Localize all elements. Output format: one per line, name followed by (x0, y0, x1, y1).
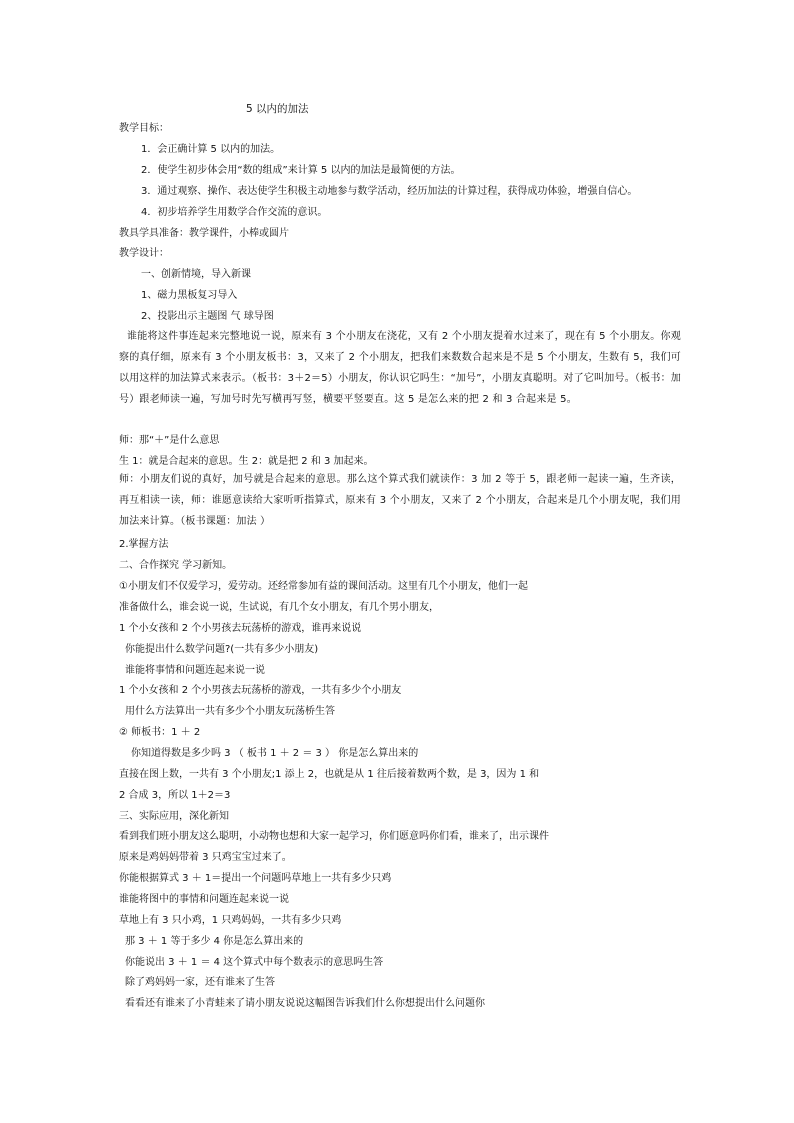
materials-prep: 教具学具准备：教学课件，小棒或圆片 (119, 228, 289, 239)
subsection-heading: 2.掌握方法 (119, 539, 169, 550)
text-line: 谁能将图中的事情和问题连起来说一说 (119, 894, 289, 905)
text-line: 2 合成 3，所以 1＋2＝3 (119, 790, 231, 801)
goal-item: 4．初步培养学生用数学合作交流的意识。 (141, 207, 328, 218)
text-line: 那 3 ＋ 1 等于多少 4 你是怎么算出来的 (125, 936, 304, 947)
goal-item: 2．使学生初步体会用“数的组成”来计算 5 以内的加法是最简便的方法。 (141, 165, 461, 176)
subsection-heading: 1、磁力黑板复习导入 (141, 290, 238, 301)
text-line: 准备做什么，谁会说一说，生试说，有几个女小朋友，有几个男小朋友， (119, 602, 439, 613)
text-line: 草地上有 3 只小鸡，1 只鸡妈妈，一共有多少只鸡 (119, 915, 342, 926)
text-line: 谁能将事情和问题连起来说一说 (125, 665, 265, 676)
text-line: 1 个小女孩和 2 个小男孩去玩荡桥的游戏，谁再来说说 (119, 623, 362, 634)
page-title: 5 以内的加法 (246, 103, 309, 115)
goal-item: 1．会正确计算 5 以内的加法。 (141, 144, 281, 155)
text-line: 用什么方法算出一共有多少个小朋友玩荡桥生答 (125, 706, 335, 717)
text-line: 你能提出什么数学问题?(一共有多少小朋友) (125, 644, 319, 655)
text-line: 原来是鸡妈妈带着 3 只鸡宝宝过来了。 (119, 852, 292, 863)
text-line: 1 个小女孩和 2 个小男孩去玩荡桥的游戏，一共有多少个小朋友 (119, 685, 402, 696)
section-heading: 一、创新情境，导入新课 (141, 269, 251, 280)
dialog-line: 生 1：就是合起来的意思。生 2：就是把 2 和 3 加起来。 (119, 456, 374, 467)
text-line: 你知道得数是多少吗 3 （ 板书 1 ＋ 2 ＝ 3 ） 你是怎么算出来的 (131, 748, 419, 759)
paragraph-intro: 谁能将这件事连起来完整地说一说，原来有 3 个小朋友在浇花，又有 2 个小朋友提着水过来了，现在有 5 个小朋友。你观察的真仔细，原来有 3 个小朋友板书：3，又来了 2 个小朋友，把我们来数数合起来是不是 5 个小朋友，生数有 5，我们可以用这样的加法算式来表示。（板书：3＋2＝5）小朋友，你认识它吗生：“加号”，小朋友真聪明。对了它叫加号。（板书：加号）跟老师读一遍，写加号时先写横再写竖，横要平竖要直。这 5 是怎么来的把 2 和 3 合起来是 5。 (119, 331, 681, 405)
text-line: 看看还有谁来了小青蛙来了请小朋友说说这幅图告诉我们什么你想提出什么问题你 (125, 998, 485, 1009)
subsection-heading: 2、投影出示主题图 气 球导图 (141, 311, 274, 322)
dialog-line: 师：那“＋”是什么意思 (119, 435, 220, 446)
text-line: 你能根据算式 3 ＋ 1＝提出一个问题吗草地上一共有多少只鸡 (119, 873, 392, 884)
text-line: 除了鸡妈妈一家，还有谁来了生答 (125, 977, 275, 988)
text-line: 直接在图上数，一共有 3 个小朋友;1 添上 2，也就是从 1 往后接着数两个数，是 3，因为 1 和 (119, 769, 540, 780)
text-line: ①小朋友们不仅爱学习，爱劳动。还经常参加有益的课间活动。这里有几个小朋友，他们一起 (119, 581, 528, 592)
paragraph-reading: 师：小朋友们说的真好，加号就是合起来的意思。那么这个算式我们就读作：3 加 2 等于 5，跟老师一起读一遍，生齐读，再互相读一读，师：谁愿意读给大家听听指算式，原来有 3 个小朋友，又来了 2 个小朋友，合起来是几个小朋友呢，我们用加法来计算。（板书课题：加法 ） (119, 474, 681, 527)
section-heading: 二、合作探究 学习新知。 (119, 560, 233, 571)
section-heading: 三、实际应用，深化新知 (119, 811, 229, 822)
goals-heading: 教学目标： (119, 123, 169, 134)
goal-item: 3．通过观察、操作、表达使学生积极主动地参与数学活动，经历加法的计算过程，获得成功体验，增强自信心。 (141, 186, 638, 197)
design-heading: 教学设计： (119, 248, 169, 259)
text-line: ② 师板书：1 ＋ 2 (119, 727, 201, 738)
text-line: 你能说出 3 ＋ 1 ＝ 4 这个算式中每个数表示的意思吗生答 (125, 957, 384, 968)
text-line: 看到我们班小朋友这么聪明，小动物也想和大家一起学习，你们愿意吗你们看，谁来了，出示课件 (119, 831, 549, 842)
